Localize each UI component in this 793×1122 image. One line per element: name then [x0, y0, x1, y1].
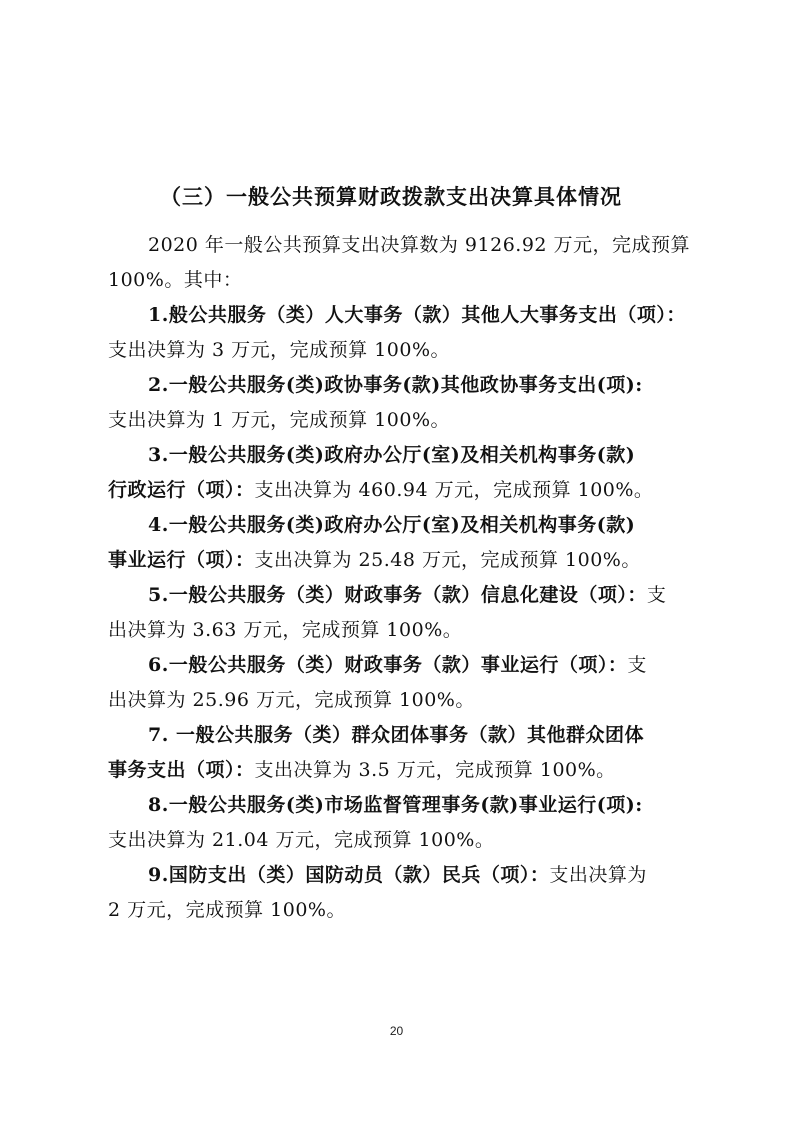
- intro-paragraph: [108, 228, 698, 298]
- item-line-1: 5.一般公共服务（类）财政事务（款）信息化建设（项）：支: [148, 584, 667, 606]
- item-paragraph: [108, 718, 698, 788]
- item-paragraph: [108, 438, 698, 508]
- item-paragraph: [108, 298, 698, 368]
- item-line-1: 8.一般公共服务(类)市场监督管理事务(款)事业运行(项):: [148, 794, 643, 816]
- item-paragraph: [108, 578, 698, 648]
- item-line-1: 4.一般公共服务(类)政府办公厅(室)及相关机构事务(款): [148, 514, 636, 536]
- page-number: 20: [389, 1024, 404, 1038]
- item-line-1: 6.一般公共服务（类）财政事务（款）事业运行（项）：支: [148, 654, 647, 676]
- item-line-1: 3.一般公共服务(类)政府办公厅(室)及相关机构事务(款): [148, 444, 636, 466]
- item-paragraph: [108, 858, 698, 928]
- item-paragraph: [108, 508, 698, 578]
- item-line-2: 支出决算为 3 万元，完成预算 100%。: [108, 339, 451, 361]
- item-line-2: 支出决算为 1 万元，完成预算 100%。: [108, 409, 451, 431]
- item-paragraph: [108, 788, 698, 858]
- item-line-1: 9.国防支出（类）国防动员（款）民兵（项）：支出决算为: [148, 864, 647, 886]
- section-heading: （三）一般公共预算财政拨款支出决算具体情况: [160, 184, 622, 209]
- item-line-2: 出决算为 25.96 万元，完成预算 100%。: [108, 689, 475, 711]
- item-line-1: 7. 一般公共服务（类）群众团体事务（款）其他群众团体: [148, 724, 644, 746]
- item-paragraph: [108, 368, 698, 438]
- item-line-1: 1.般公共服务（类）人大事务（款）其他人大事务支出（项）：: [148, 304, 686, 326]
- item-line-2: 2 万元，完成预算 100%。: [108, 899, 346, 921]
- item-line-2: 事业运行（项）：支出决算为 25.48 万元，完成预算 100%。: [108, 549, 641, 571]
- item-line-2: 事务支出（项）：支出决算为 3.5 万元，完成预算 100%。: [108, 759, 616, 781]
- item-line-1: 2.一般公共服务(类)政协事务(款)其他政协事务支出(项):: [148, 374, 643, 396]
- item-line-2: 支出决算为 21.04 万元，完成预算 100%。: [108, 829, 495, 851]
- item-paragraph: [108, 648, 698, 718]
- intro-line-1: 2020 年一般公共预算支出决算数为 9126.92 万元，完成预算: [148, 234, 691, 256]
- item-line-2: 行政运行（项）：支出决算为 460.94 万元，完成预算 100%。: [108, 479, 654, 501]
- item-line-2: 出决算为 3.63 万元，完成预算 100%。: [108, 619, 463, 641]
- intro-line-2: 100%。其中：: [108, 269, 243, 291]
